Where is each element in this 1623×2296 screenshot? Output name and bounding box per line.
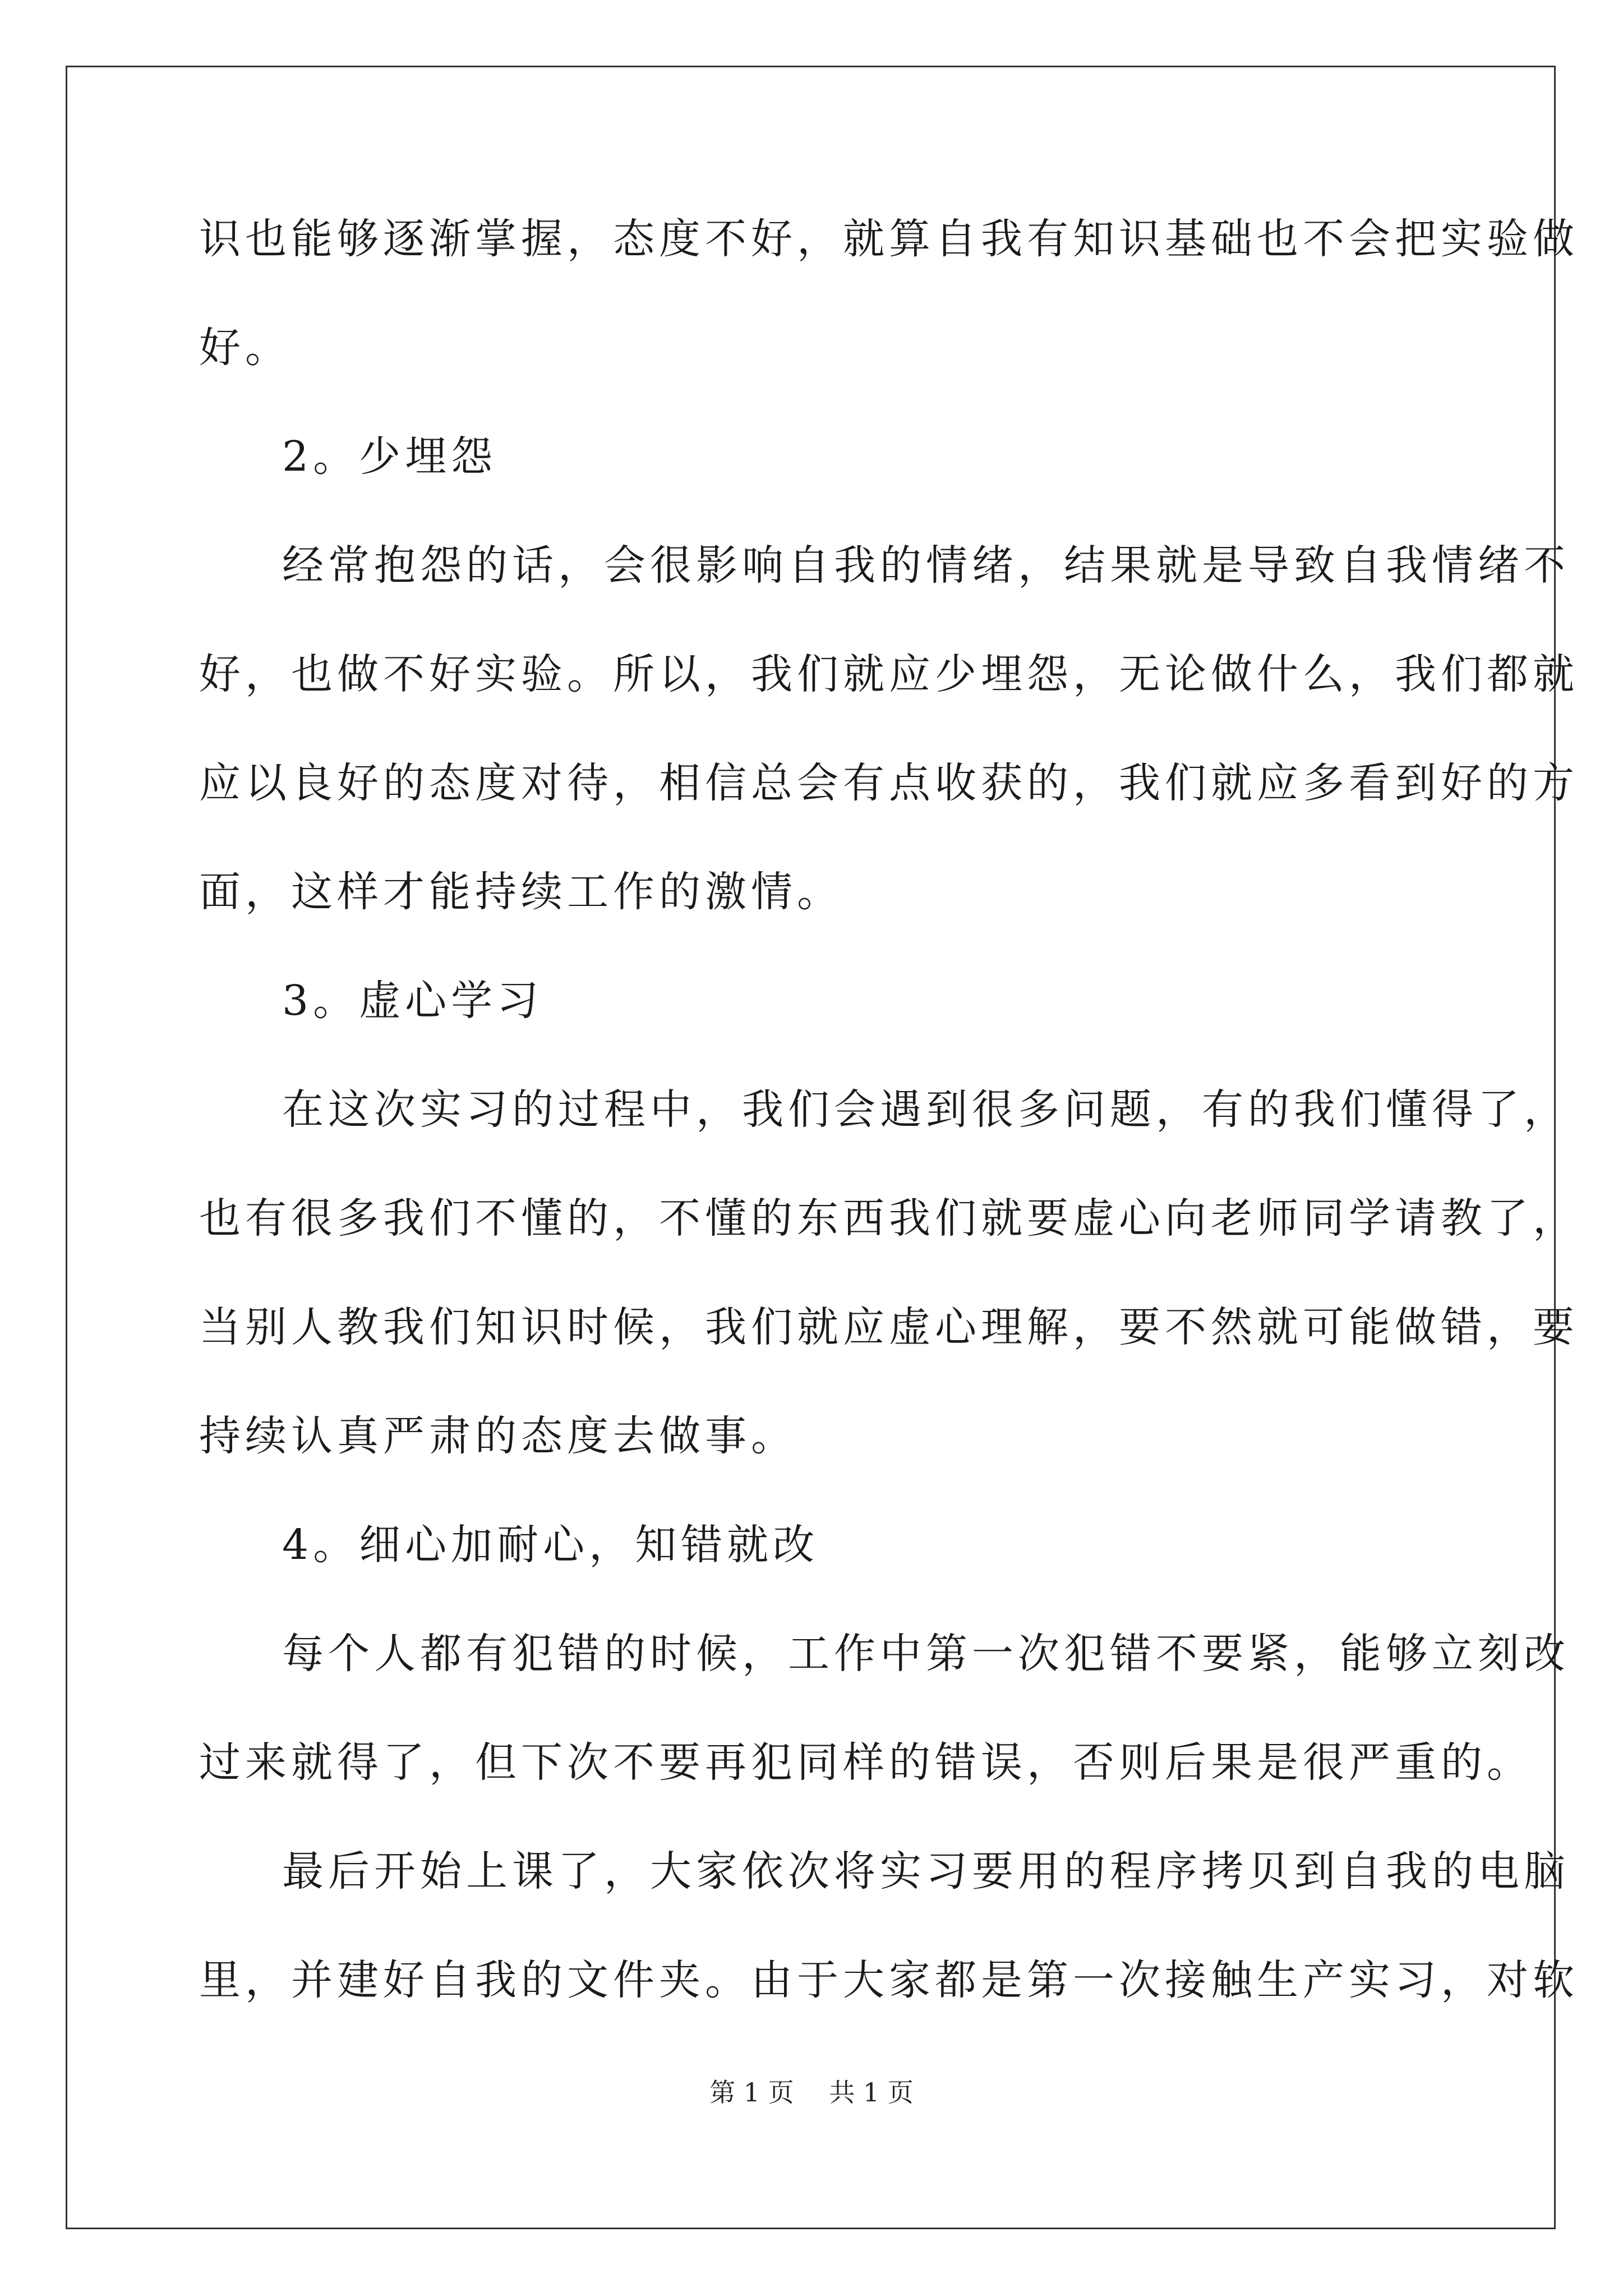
page-footer (0, 2076, 1623, 2109)
text-line: 里，并建好自我的文件夹。由于大家都是第一次接触生产实习，对软 (199, 1956, 1579, 2004)
page-total: 共 1 页 (829, 2077, 914, 2108)
text-line: 面，这样才能持续工作的激情。 (199, 868, 843, 916)
text-line: 好。 (199, 324, 291, 372)
text-line: 经常抱怨的话，会很影响自我的情绪，结果就是导致自我情绪不 (282, 541, 1570, 590)
text-line: 当别人教我们知识时候，我们就应虚心理解，要不然就可能做错，要 (199, 1303, 1579, 1351)
text-line: 在这次实习的过程中，我们会遇到很多问题，有的我们懂得了， (282, 1085, 1570, 1134)
section-heading: 3。虚心学习 (282, 977, 543, 1025)
page-frame (66, 66, 1556, 2229)
text-line: 识也能够逐渐掌握，态度不好，就算自我有知识基础也不会把实验做 (199, 215, 1579, 263)
section-heading: 4。细心加耐心，知错就改 (282, 1521, 819, 1569)
page-number: 第 1 页 (709, 2077, 794, 2108)
text-line: 好，也做不好实验。所以，我们就应少埋怨，无论做什么，我们都就 (199, 650, 1579, 698)
text-line: 每个人都有犯错的时候，工作中第一次犯错不要紧，能够立刻改 (282, 1630, 1570, 1678)
section-heading: 2。少埋怨 (282, 432, 497, 481)
text-line: 过来就得了，但下次不要再犯同样的错误，否则后果是很严重的。 (199, 1738, 1533, 1787)
text-line: 最后开始上课了，大家依次将实习要用的程序拷贝到自我的电脑 (282, 1847, 1570, 1895)
text-line: 也有很多我们不懂的，不懂的东西我们就要虚心向老师同学请教了， (199, 1194, 1579, 1243)
text-line: 持续认真严肃的态度去做事。 (199, 1412, 797, 1460)
text-line: 应以良好的态度对待，相信总会有点收获的，我们就应多看到好的方 (199, 759, 1579, 807)
